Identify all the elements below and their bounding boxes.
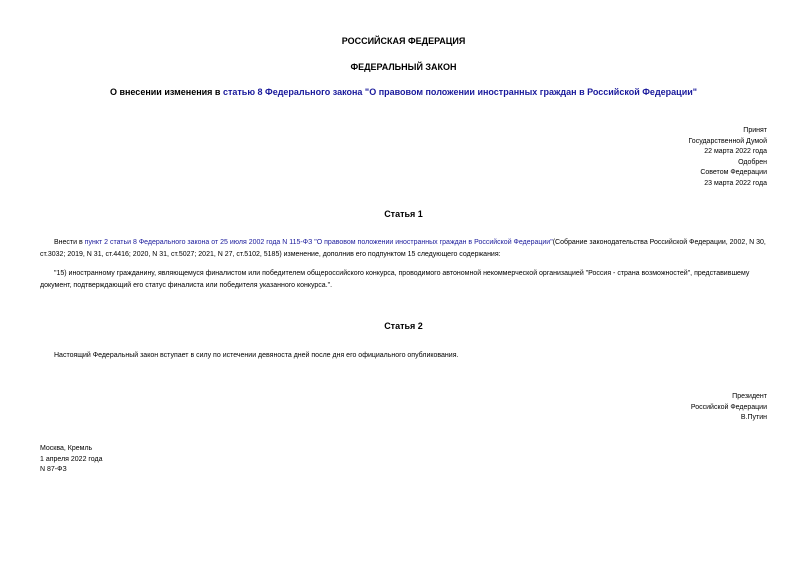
- article-1-p1-suffix: (Собрание законодательства Российской Федерации, 2002, N 30, ст.3032; 2019, N 31, ст.4416; 2020, N 31, ст.5027; 2021, N 27, ст.5102, 5185) изменение, дополнив его подпунктом 15 следующего содержания:: [40, 239, 766, 258]
- signature-line: Российской Федерации: [690, 403, 767, 411]
- country-heading: РОССИЙСКАЯ ФЕДЕРАЦИЯ: [341, 36, 466, 46]
- adoption-line: 22 марта 2022 года: [704, 148, 767, 155]
- article-2-paragraph-1: Настоящий Федеральный закон вступает в силу по истечении девяноста дней после дня его официального опубликования.: [54, 352, 459, 359]
- law-number-line: N 87-ФЗ: [40, 466, 67, 473]
- place-line: Москва, Кремль: [40, 445, 93, 452]
- article-2-heading: Статья 2: [384, 321, 423, 331]
- law-title-prefix: О внесении изменения в: [109, 87, 223, 97]
- adoption-line: Принят: [743, 127, 767, 134]
- article-1-p1-link[interactable]: пункт 2 статьи 8 Федерального закона от 25 июля 2002 года N 115-ФЗ "О правовом положении иностранных граждан в Российской Федерации": [84, 239, 553, 246]
- signature-block: [691, 392, 767, 424]
- adoption-line: 23 марта 2022 года: [704, 179, 767, 187]
- article-1-paragraph-2: "15) иностранному гражданину, являющемуся финалистом или победителем общероссийского конкурса, проводимого автономной некоммерческой организацией "Россия - страна возможностей", представившему документ, подтверждающий его статус финалиста или победителя указанного конкурса.".: [40, 270, 750, 289]
- doc-type-heading: ФЕДЕРАЛЬНЫЙ ЗАКОН: [350, 62, 457, 72]
- signature-line: В.Путин: [740, 414, 767, 421]
- article-1-p1-prefix: Внести в: [54, 239, 85, 246]
- law-title-link[interactable]: статью 8 Федерального закона "О правовом положении иностранных граждан в Российской Федерации": [222, 87, 698, 97]
- place-date-block: [40, 444, 103, 476]
- article-1-paragraph-1: [40, 237, 771, 261]
- date-line: 1 апреля 2022 года: [40, 455, 103, 463]
- adoption-line: Советом Федерации: [700, 169, 767, 176]
- article-1-heading: Статья 1: [384, 209, 423, 219]
- law-title: [0, 87, 807, 97]
- adoption-block: [688, 126, 767, 189]
- adoption-line: Государственной Думой: [688, 137, 767, 145]
- signature-line: Президент: [732, 393, 767, 400]
- adoption-line: Одобрен: [738, 158, 767, 166]
